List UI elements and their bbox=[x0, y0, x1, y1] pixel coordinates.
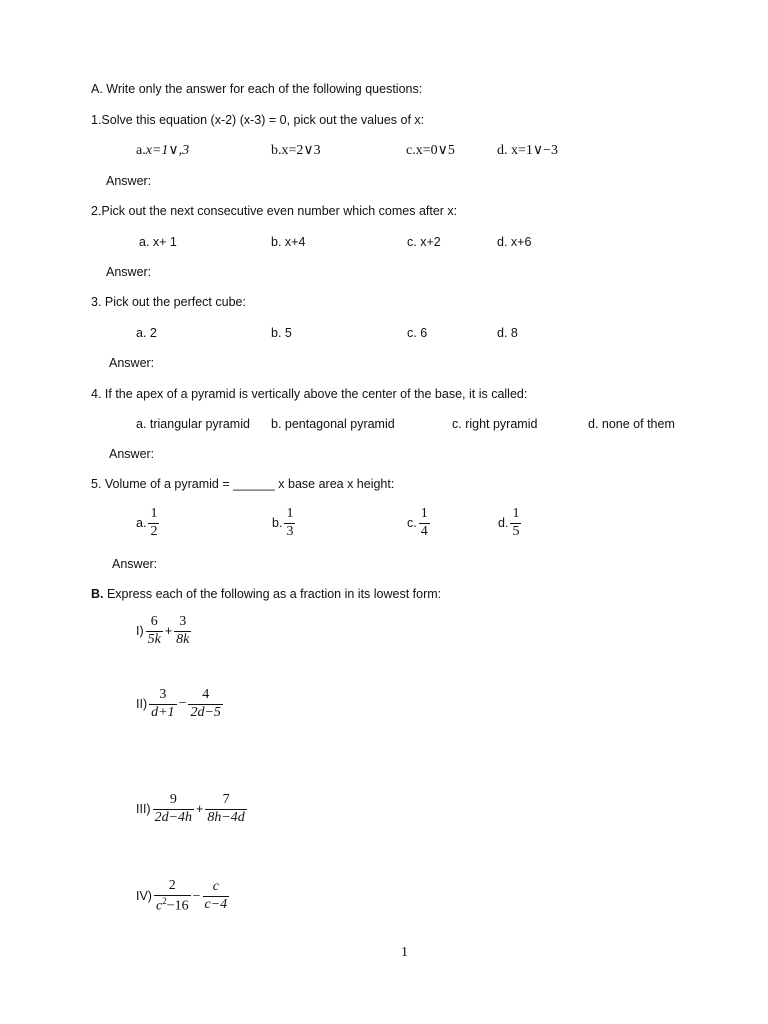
q4-answer-label: Answer: bbox=[109, 447, 155, 461]
q4-option-d: d. none of them bbox=[588, 417, 675, 431]
q1-option-c: c.x=0∨5 bbox=[406, 143, 455, 158]
q2-option-d: d. x+6 bbox=[497, 235, 532, 249]
question-4-text: 4. If the apex of a pyramid is vertically above the center of the base, it is called: bbox=[91, 387, 528, 401]
section-b-heading bbox=[91, 588, 441, 601]
question-1-text: 1.Solve this equation (x-2) (x-3) = 0, pick out the values of x: bbox=[91, 113, 425, 127]
q1-answer-label: Answer: bbox=[106, 174, 152, 188]
q2-option-a: a. x+ 1 bbox=[139, 235, 177, 249]
q5-option-a-fraction: $\frac{1}{2}$ bbox=[150, 506, 158, 539]
q5-option-a: a. $\frac{1}{2}$ bbox=[136, 506, 158, 539]
q2-answer-label: Answer: bbox=[106, 265, 152, 279]
q5-option-c-fraction: $\frac{1}{4}$ bbox=[420, 506, 428, 539]
section-b-heading-text: Express each of the following as a fraction in its lowest form: bbox=[103, 587, 442, 601]
section-b-item-4: IV) $\frac{2}{c^2-16}$ − $\frac{c}{c-4}$ bbox=[136, 878, 228, 914]
q3-option-d: d. 8 bbox=[497, 326, 518, 340]
q4-option-c: c. right pyramid bbox=[452, 417, 538, 431]
q5-option-b: b. $\frac{1}{3}$ bbox=[272, 506, 294, 539]
q1-option-d: d. x=1∨−3 bbox=[497, 143, 559, 158]
fraction: $\frac{c}{c-4}$ bbox=[204, 879, 228, 913]
q4-option-b: b. pentagonal pyramid bbox=[271, 417, 395, 431]
section-b-item-1: I) $\frac{6}{5k}$ + $\frac{3}{8k}$ bbox=[136, 614, 190, 647]
question-2-text: 2.Pick out the next consecutive even number which comes after x: bbox=[91, 204, 458, 218]
q1-option-b: b.x=2∨3 bbox=[271, 143, 321, 158]
question-5-text: 5. Volume of a pyramid = ______ x base area x height: bbox=[91, 477, 395, 491]
q5-option-c: c. $\frac{1}{4}$ bbox=[407, 506, 428, 539]
q2-option-c: c. x+2 bbox=[407, 235, 441, 249]
page-number: 1 bbox=[401, 945, 408, 960]
fraction: $\frac{3}{8k}$ bbox=[176, 614, 190, 647]
section-b-item-3: III) $\frac{9}{2d-4h}$ + $\frac{7}{8h-4d}$ bbox=[136, 792, 245, 825]
q4-option-a: a. triangular pyramid bbox=[136, 417, 250, 431]
q3-option-b: b. 5 bbox=[271, 326, 292, 340]
fraction: $\frac{4}{2d-5}$ bbox=[190, 687, 221, 720]
fraction: $\frac{3}{d+1}$ bbox=[151, 687, 175, 720]
q5-option-b-fraction: $\frac{1}{3}$ bbox=[286, 506, 294, 539]
fraction: $\frac{2}{c^2-16}$ bbox=[155, 878, 189, 914]
question-3-text: 3. Pick out the perfect cube: bbox=[91, 295, 246, 309]
section-b-item-2: II) $\frac{3}{d+1}$ − $\frac{4}{2d-5}$ bbox=[136, 687, 221, 720]
q3-answer-label: Answer: bbox=[109, 356, 155, 370]
section-a-heading: A. Write only the answer for each of the following questions: bbox=[91, 82, 423, 96]
q3-option-a: a. 2 bbox=[136, 326, 157, 340]
fraction: $\frac{6}{5k}$ bbox=[147, 614, 161, 647]
q2-option-b: b. x+4 bbox=[271, 235, 306, 249]
section-b-letter: B. bbox=[91, 587, 104, 601]
q3-option-c: c. 6 bbox=[407, 326, 428, 340]
fraction: $\frac{7}{8h-4d}$ bbox=[207, 792, 245, 825]
q5-answer-label: Answer: bbox=[112, 557, 158, 571]
q1-option-a: a.x=1∨,3 bbox=[136, 143, 190, 158]
fraction: $\frac{9}{2d-4h}$ bbox=[154, 792, 193, 825]
q5-option-d-fraction: $\frac{1}{5}$ bbox=[512, 506, 520, 539]
q5-option-d: d. $\frac{1}{5}$ bbox=[498, 506, 520, 539]
